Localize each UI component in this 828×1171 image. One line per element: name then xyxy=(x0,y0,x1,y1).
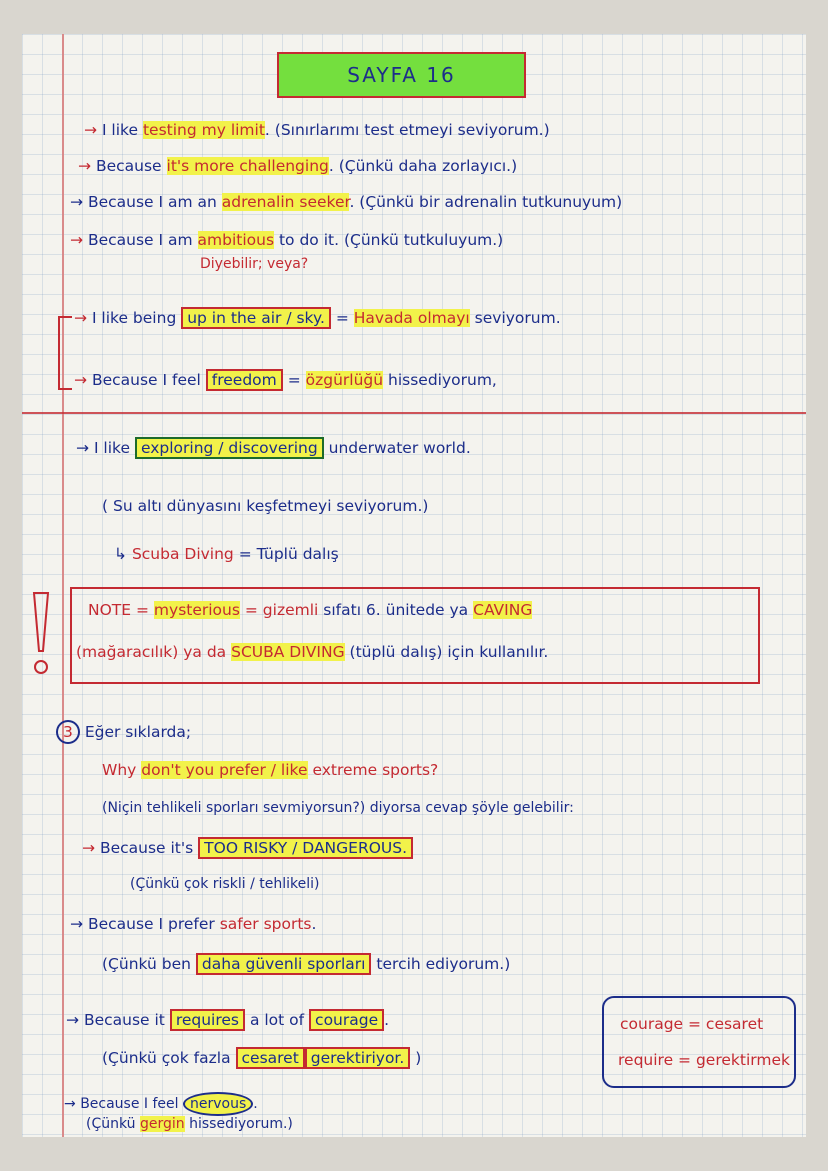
arrow-icon: → xyxy=(82,839,95,857)
line-3 xyxy=(70,192,622,212)
q6-post: . xyxy=(311,915,317,933)
line-7-post: hissediyorum, xyxy=(388,371,497,389)
arrow-icon: → xyxy=(70,915,83,933)
line-7-eq: = xyxy=(287,371,301,389)
q7-pre: (Çünkü ben xyxy=(102,955,191,973)
vocabulary-bracket xyxy=(602,996,796,1088)
arrow-icon: → xyxy=(74,371,87,389)
vocab-2 xyxy=(618,1050,790,1070)
q8-boxed: requires xyxy=(170,1009,245,1031)
margin-line xyxy=(62,34,64,1137)
q11-highlight: gergin xyxy=(140,1116,185,1132)
line-2-highlight: it's more challenging xyxy=(166,157,329,175)
line-4-post: to do it. (Çünkü tutkuluyum.) xyxy=(278,231,504,249)
answer-line-4 xyxy=(102,954,510,974)
q8-pre: Because it xyxy=(83,1011,165,1029)
note-line-1 xyxy=(88,600,532,620)
note-label: NOTE = xyxy=(88,601,149,619)
vocab-1 xyxy=(620,1014,763,1034)
vocab-2-text: require = gerektirmek xyxy=(618,1051,790,1069)
line-4-highlight: ambitious xyxy=(197,231,275,249)
q2-highlight: don't you prefer / like xyxy=(141,761,308,779)
line-10-eq: = xyxy=(238,545,252,563)
arrow-icon: → xyxy=(70,231,83,249)
line-1-highlight: testing my limit xyxy=(142,121,265,139)
q7-boxed: daha güvenli sporları xyxy=(196,953,372,975)
q4-boxed: TOO RISKY / DANGEROUS. xyxy=(198,837,413,859)
arrow-icon: → xyxy=(70,193,83,211)
answer-line-3 xyxy=(70,914,316,934)
q9-pre: (Çünkü çok fazla xyxy=(102,1049,231,1067)
line-4 xyxy=(70,230,503,250)
line-8-post: underwater world. xyxy=(328,439,471,457)
page-title xyxy=(277,52,526,98)
line-6-highlight: Havada olmayı xyxy=(353,309,470,327)
q6-highlight: safer sports xyxy=(219,915,312,933)
q2-pre: Why xyxy=(102,761,137,779)
line-10 xyxy=(114,544,339,564)
arrow-icon: → xyxy=(74,309,87,327)
answer-line-7 xyxy=(64,1092,258,1116)
q4-pre: Because it's xyxy=(99,839,194,857)
line-5 xyxy=(200,254,308,274)
bracket-connector xyxy=(58,316,72,390)
arrow-icon: → xyxy=(78,157,91,175)
line-7-boxed: freedom xyxy=(206,369,283,391)
q10-pre: Because I feel xyxy=(80,1096,179,1112)
line-6-post: seviyorum. xyxy=(474,309,561,327)
line-6 xyxy=(74,308,561,328)
divider-line xyxy=(22,412,806,414)
q6-pre: Because I prefer xyxy=(87,915,215,933)
line-7 xyxy=(74,370,497,390)
q5-text: (Çünkü çok riskli / tehlikeli) xyxy=(130,876,320,892)
q8-mid: a lot of xyxy=(249,1011,305,1029)
line-10-pre: Scuba Diving xyxy=(131,545,234,563)
answer-line-8 xyxy=(86,1114,293,1134)
q9-boxed: cesaret xyxy=(236,1047,305,1069)
line-5-text: Diyebilir; veya? xyxy=(200,256,309,272)
q8-post: . xyxy=(384,1011,390,1029)
question-line-3 xyxy=(102,798,574,818)
arrow-icon: → xyxy=(64,1096,76,1112)
q10-circled: nervous xyxy=(183,1092,253,1116)
notebook-page xyxy=(22,34,806,1137)
line-7-pre: Because I feel xyxy=(91,371,201,389)
q9-boxed-2: gerektiriyor. xyxy=(305,1047,411,1069)
note-line-2 xyxy=(76,642,548,662)
answer-line-6 xyxy=(102,1048,421,1068)
q7-post: tercih ediyorum.) xyxy=(376,955,511,973)
exclamation-icon xyxy=(30,589,52,679)
note2-pre: (mağaracılık) ya da xyxy=(76,643,227,661)
note2-highlight: SCUBA DIVING xyxy=(231,643,345,661)
answer-line-2 xyxy=(130,874,319,894)
answer-line-1 xyxy=(82,838,413,858)
line-1-post: . (Sınırlarımı test etmeyi seviyorum.) xyxy=(264,121,550,139)
arrow-icon: → xyxy=(76,439,89,457)
question-number: 3 xyxy=(56,720,80,744)
line-3-highlight: adrenalin seeker xyxy=(221,193,350,211)
question-header xyxy=(56,720,191,744)
line-1 xyxy=(84,120,550,140)
line-3-post: . (Çünkü bir adrenalin tutkunuyum) xyxy=(349,193,623,211)
q10-post: . xyxy=(253,1096,258,1112)
line-10-post: Tüplü dalış xyxy=(256,545,339,563)
q2-post: extreme sports? xyxy=(312,761,439,779)
line-7-highlight: özgürlüğü xyxy=(305,371,384,389)
note2-post: (tüplü dalış) için kullanılır. xyxy=(349,643,549,661)
q8-boxed-2: courage xyxy=(309,1009,384,1031)
note-mid: = gizemli xyxy=(244,601,319,619)
line-9-text: ( Su altı dünyasını keşfetmeyi seviyorum.) xyxy=(102,497,429,515)
answer-line-5 xyxy=(66,1010,389,1030)
q11-post: hissediyorum.) xyxy=(189,1116,293,1132)
line-8-pre: I like xyxy=(93,439,131,457)
q9-post: ) xyxy=(415,1049,422,1067)
note-rest: sıfatı 6. ünitede ya xyxy=(323,601,469,619)
q11-pre: (Çünkü xyxy=(86,1116,136,1132)
line-4-pre: Because I am xyxy=(87,231,193,249)
line-8-boxed: exploring / discovering xyxy=(135,437,324,459)
line-2-pre: Because xyxy=(95,157,162,175)
vocab-1-text: courage = cesaret xyxy=(620,1015,764,1033)
line-3-pre: Because I am an xyxy=(87,193,217,211)
arrow-icon: ↳ xyxy=(114,545,127,563)
line-2-post: . (Çünkü daha zorlayıcı.) xyxy=(328,157,518,175)
line-2 xyxy=(78,156,517,176)
line-1-pre: I like xyxy=(101,121,139,139)
line-6-boxed: up in the air / sky. xyxy=(181,307,331,329)
line-6-eq: = xyxy=(335,309,349,327)
line-6-pre: I like being xyxy=(91,309,177,327)
q1-text: Eğer sıklarda; xyxy=(84,723,192,741)
question-line-2 xyxy=(102,760,438,780)
line-8 xyxy=(76,438,471,458)
page-title-text: SAYFA 16 xyxy=(347,63,456,87)
note-caps: CAVING xyxy=(473,601,533,619)
q3-text: (Niçin tehlikeli sporları sevmiyorsun?) diyorsa cevap şöyle gelebilir: xyxy=(102,800,574,816)
arrow-icon: → xyxy=(84,121,97,139)
line-9 xyxy=(102,496,428,516)
arrow-icon: → xyxy=(66,1011,79,1029)
note-highlight: mysterious xyxy=(153,601,240,619)
